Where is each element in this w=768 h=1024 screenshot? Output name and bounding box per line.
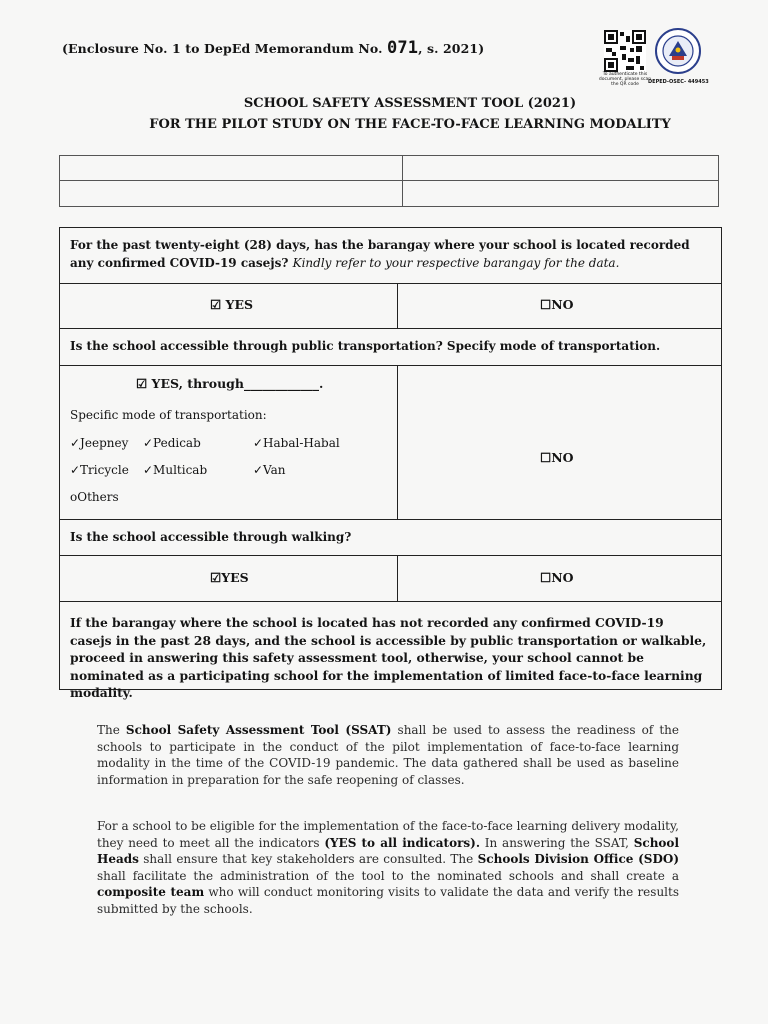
q2-row: [60, 329, 721, 366]
mode-jeepney-checkbox[interactable]: ✓Jeepney: [70, 436, 129, 450]
p2-text-e: shall ensure that key stakeholders are consulted. The: [138, 852, 478, 866]
eligibility-note: If the barangay where the school is located has not recorded any confirmed COVID-19 casejs in the past 28 days, and the school is accessible by public transportation or walkable, proceed in answering this safety assessment tool, otherwise, your school cannot be nominated as a participating school for the implementation of limited face-to-face learning modality.: [70, 615, 707, 700]
deped-seal-icon: [655, 28, 701, 74]
p2-text-g: shall facilitate the administration of the tool to the nominated schools and shall create a: [97, 868, 679, 883]
q3-answer-divider: [397, 556, 398, 601]
q2-yes-checkbox[interactable]: ☑ YES, through____________.: [136, 376, 324, 391]
p1-ssat-term: School Safety Assessment Tool (SSAT): [125, 723, 392, 737]
school-info-table: [59, 155, 719, 207]
q1-row: [60, 228, 721, 284]
title-line-1: SCHOOL SAFETY ASSESSMENT TOOL (2021): [243, 96, 577, 111]
q2-answer-divider: [397, 366, 398, 519]
ssat-purpose-paragraph: [97, 722, 679, 788]
q1-question: [70, 236, 709, 272]
q3-row: [60, 520, 721, 556]
info-table-row-divider: [60, 180, 718, 181]
q2-answer-row: [60, 366, 721, 520]
document-title: [0, 93, 768, 135]
info-table-column-divider: [402, 156, 403, 206]
q1-answer-divider: [397, 284, 398, 328]
p1-text-c: shall be used to assess the readiness of the schools to participate in the conduct of the pilot implementation of face-to-face learning modality in the time of the COVID-19 pandemic. The data gathered shall be used as baseline information in preparation for the safe reopening of classes.: [97, 723, 679, 787]
title-line-2: FOR THE PILOT STUDY ON THE FACE-TO-FACE LEARNING MODALITY: [149, 117, 671, 132]
mode-pedicab-checkbox[interactable]: ✓Pedicab: [143, 436, 201, 450]
mode-multicab-checkbox[interactable]: ✓Multicab: [143, 463, 208, 477]
eligibility-questions-table: [59, 227, 722, 700]
eligibility-note-row: [60, 602, 721, 700]
qr-caption: To authenticate this document, please scan the QR code: [598, 72, 652, 87]
enclosure-suffix: , s. 2021): [418, 41, 485, 56]
q1-yes-checkbox[interactable]: ☑ YES: [210, 297, 254, 312]
q1-answer-row: [60, 284, 721, 329]
p2-text-a: For a school to be eligible for the implementation of the face-to-face learning delivery modality, they need to meet all the indicators: [97, 819, 679, 850]
mode-others-checkbox[interactable]: oOthers: [70, 490, 119, 504]
eligibility-paragraph: [97, 818, 679, 917]
mode-tricycle-checkbox[interactable]: ✓Tricycle: [70, 463, 129, 477]
mode-van-checkbox[interactable]: ✓Van: [253, 463, 286, 477]
q2-no-checkbox[interactable]: ☐NO: [540, 450, 574, 465]
memo-number: 071: [387, 38, 419, 58]
enclosure-reference: [62, 38, 484, 58]
q3-no-checkbox[interactable]: ☐NO: [540, 570, 574, 585]
q2-question: Is the school accessible through public transportation? Specify mode of transportation.: [70, 339, 661, 353]
q3-answer-row: [60, 556, 721, 602]
p1-text-a: The: [97, 723, 126, 737]
p2-school-heads: School Heads: [97, 835, 679, 866]
q2-specific-label: Specific mode of transportation:: [70, 408, 267, 422]
q3-question: Is the school accessible through walking?: [70, 530, 352, 544]
q1-text: For the past twenty-eight (28) days, has the barangay where your school is located recorded any confirmed COVID-19 casejs?: [70, 238, 690, 270]
p2-text-c: In answering the SSAT,: [480, 835, 634, 850]
qr-code-icon: [604, 30, 646, 72]
p2-yes-all: (YES to all indicators).: [324, 835, 481, 850]
q1-no-checkbox[interactable]: ☐NO: [540, 297, 574, 312]
q3-yes-checkbox[interactable]: ☑YES: [210, 570, 249, 585]
seal-code: DEPED-OSEC- 449453: [648, 79, 709, 85]
p2-sdo: Schools Division Office (SDO): [477, 852, 680, 866]
enclosure-prefix: (Enclosure No. 1 to DepEd Memorandum No.: [62, 41, 388, 56]
q1-hint: Kindly refer to your respective barangay for the data.: [292, 256, 620, 270]
p2-text-i: who will conduct monitoring visits to validate the data and verify the results submitted by the schools.: [97, 885, 679, 916]
p2-composite-team: composite team: [97, 885, 205, 899]
mode-habal-habal-checkbox[interactable]: ✓Habal-Habal: [253, 436, 340, 450]
